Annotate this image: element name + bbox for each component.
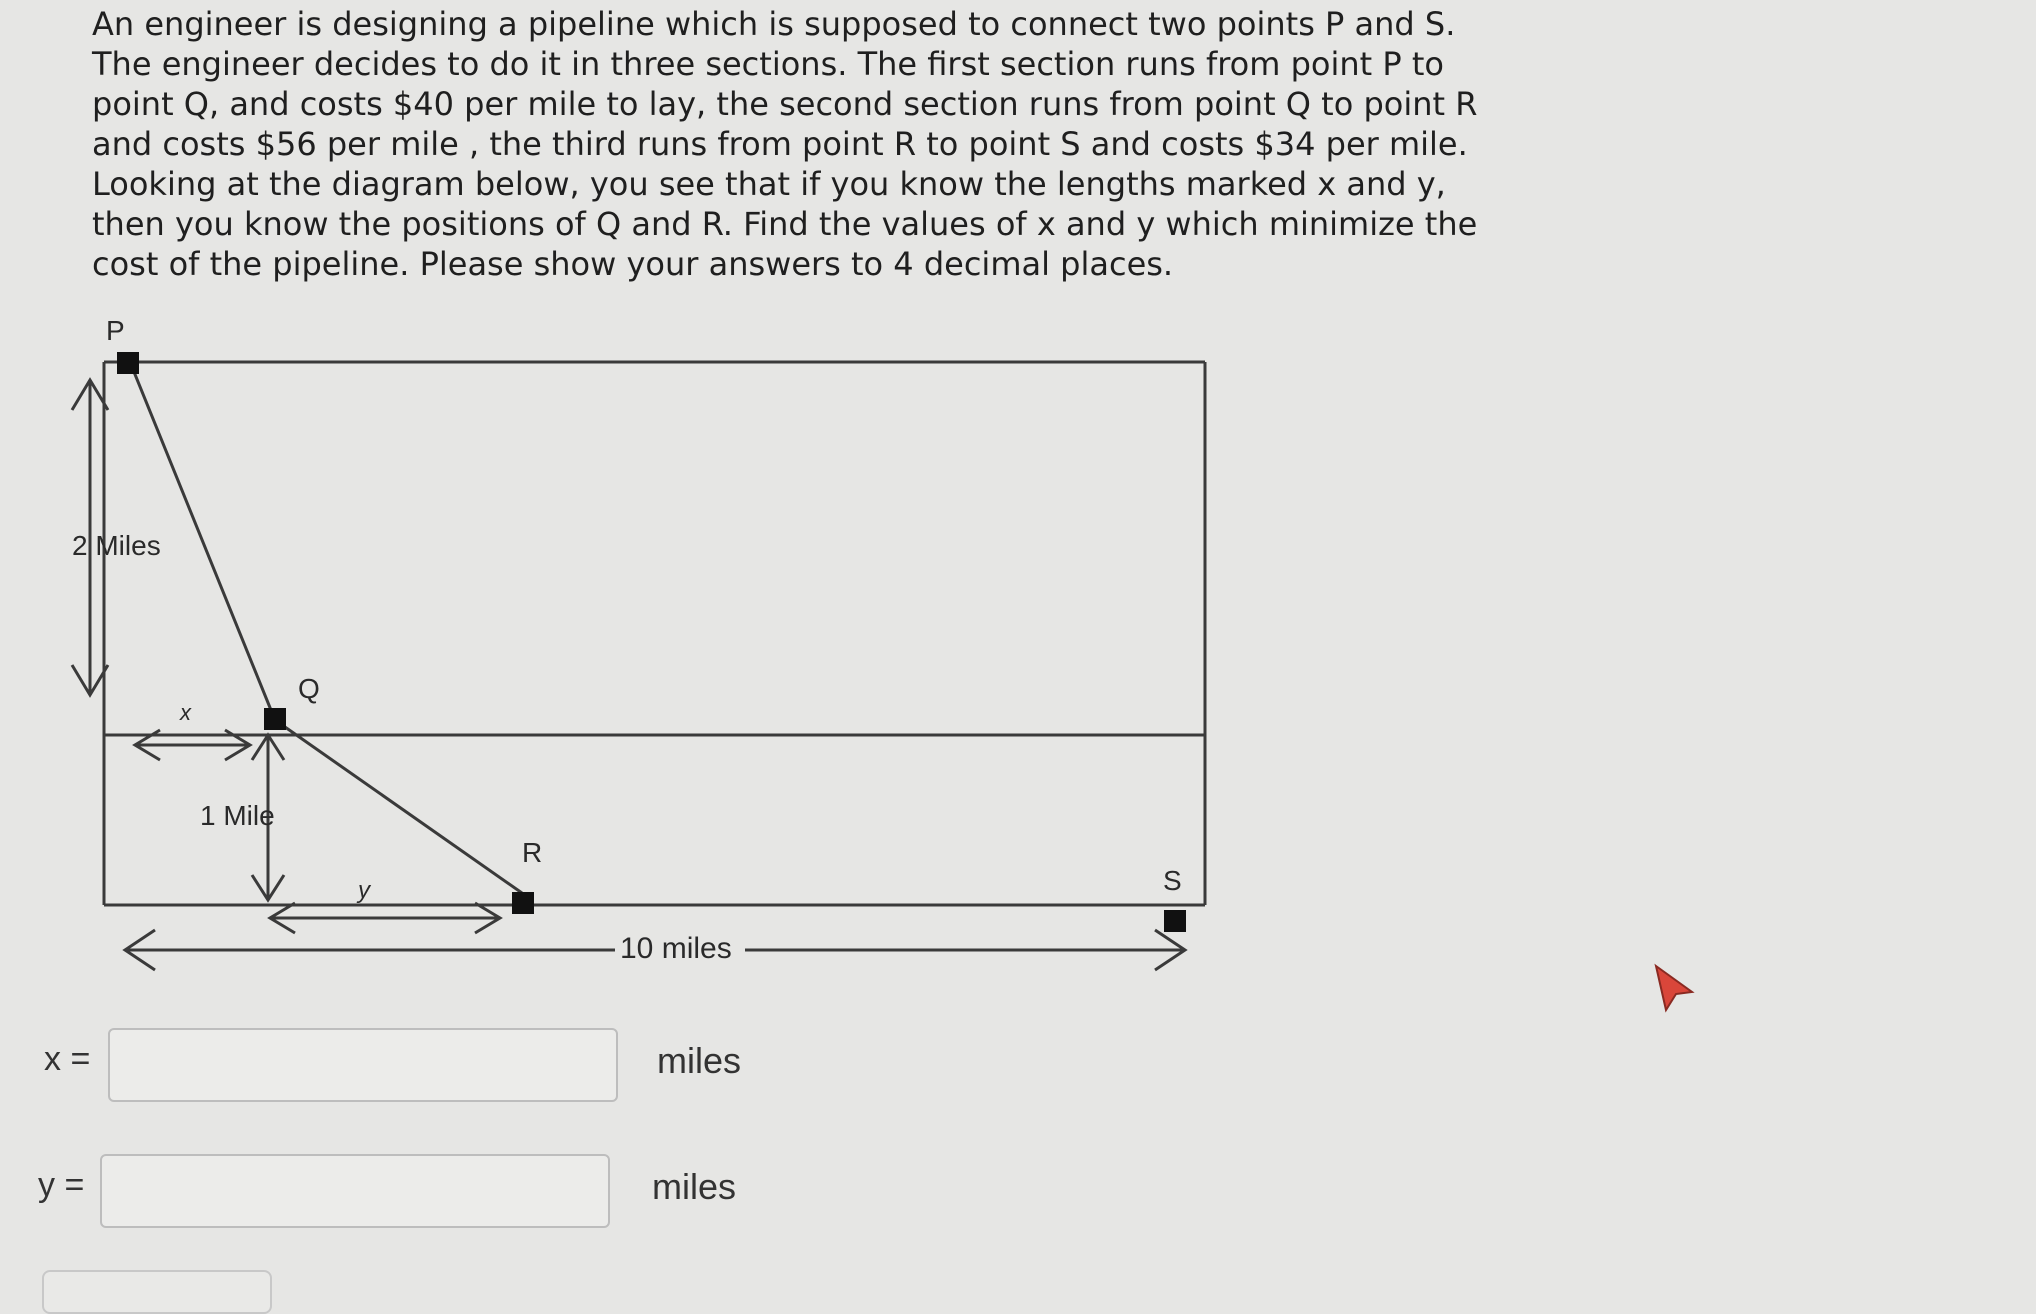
y-units: miles <box>652 1166 737 1207</box>
ten-mile-label: 10 miles <box>620 932 732 965</box>
problem-text: An engineer is designing a pipeline which is supposed to connect two points P and S. The engineer decides to do it in three sections. The first section runs from point P to point Q, and costs $40 per mile to lay, the second section runs from point Q to point R and costs $56 per mile , the third runs from point R to point S and costs $34 per mile. Looking at the diagram below, you see that if you know the lengths marked x and y, then you know the positions of Q and R. Find the values of x and y which minimize the cost of the pipeline. Please show your answers to 4 decimal places. <box>92 5 1478 283</box>
point-s-label: S <box>1163 865 1182 896</box>
y-label: y <box>358 877 370 904</box>
point-p-label: P <box>106 315 125 346</box>
submit-button[interactable] <box>42 1270 272 1314</box>
x-label: x <box>180 700 191 725</box>
x-units: miles <box>657 1040 742 1081</box>
point-q-label: Q <box>298 673 320 704</box>
pipeline-path <box>130 362 522 893</box>
point-r-marker <box>512 892 534 914</box>
point-r-label: R <box>522 837 543 868</box>
y-input-label: y = <box>38 1166 85 1204</box>
point-p-marker <box>117 352 139 374</box>
point-q-marker <box>264 708 286 730</box>
problem-statement <box>92 4 1512 284</box>
x-input-label: x = <box>44 1040 91 1078</box>
one-mile-label: 1 Mile <box>200 800 275 831</box>
mouse-cursor-icon <box>1652 962 1698 1014</box>
y-answer-input[interactable] <box>100 1154 610 1228</box>
two-mile-label: 2 Miles <box>72 530 161 561</box>
y-arrow <box>270 903 500 933</box>
x-answer-input[interactable] <box>108 1028 618 1102</box>
pipeline-diagram <box>0 290 1230 1010</box>
point-s-marker <box>1164 910 1186 932</box>
